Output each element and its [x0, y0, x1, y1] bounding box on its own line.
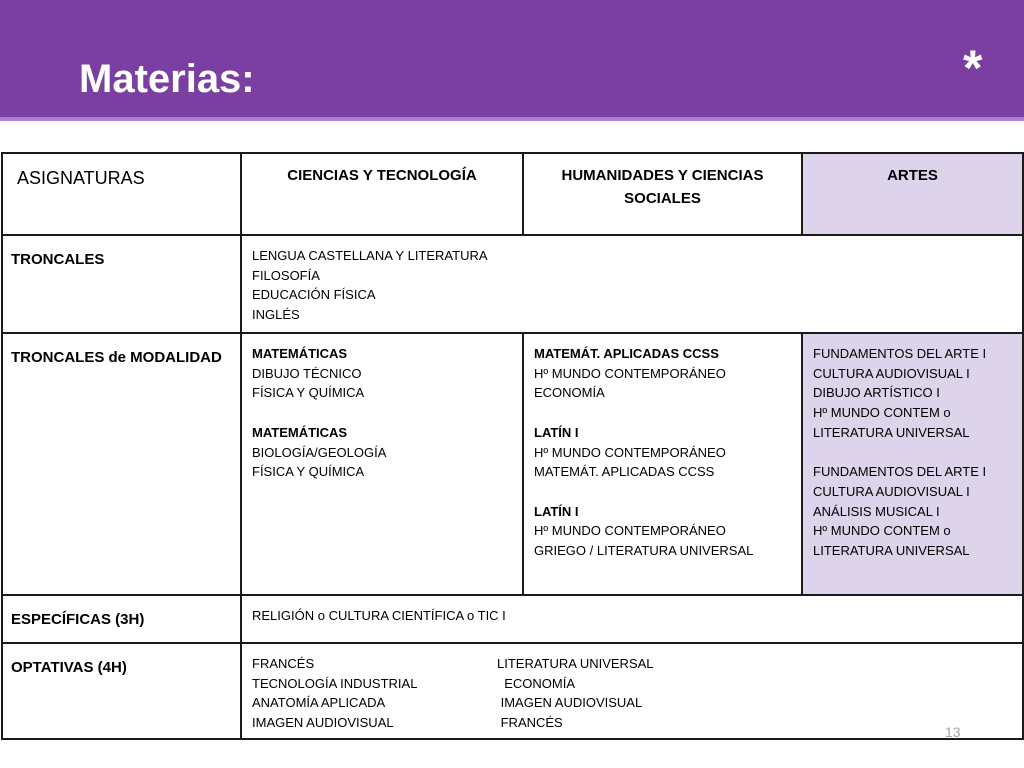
list-item: CULTURA AUDIOVISUAL I	[813, 483, 970, 499]
optativas-list	[241, 643, 1023, 739]
row-label-modalidad: TRONCALES de MODALIDAD	[2, 333, 241, 595]
list-item: FUNDAMENTOS DEL ARTE I	[813, 464, 987, 480]
optativas-column-2	[497, 654, 1022, 733]
list-item: ECONOMÍA	[534, 385, 605, 401]
header-humanidades: HUMANIDADES Y CIENCIAS SOCIALES	[523, 153, 802, 235]
title-bar	[0, 0, 1024, 121]
list-item: LENGUA CASTELLANA Y LITERATURA	[252, 248, 488, 263]
list-item: ANATOMÍA APLICADA	[252, 695, 386, 711]
list-item: Hº MUNDO CONTEM o	[813, 523, 951, 539]
list-item: INGLÉS	[252, 307, 300, 323]
optativas-column-1	[252, 654, 497, 733]
list-item: Hº MUNDO CONTEMPORÁNEO	[534, 365, 726, 381]
list-item: MATEMÁTICAS	[252, 424, 348, 440]
header-asignaturas: ASIGNATURAS	[2, 153, 241, 235]
list-item: IMAGEN AUDIOVISUAL	[497, 695, 643, 711]
subjects-table	[1, 152, 1024, 740]
list-item: FÍSICA Y QUÍMICA	[252, 464, 365, 480]
list-item: FILOSOFÍA	[252, 267, 320, 283]
row-troncales-modalidad	[2, 333, 1023, 595]
troncales-list	[241, 235, 1023, 333]
list-item: FRANCÉS	[497, 715, 563, 731]
list-item: FUNDAMENTOS DEL ARTE I	[813, 346, 987, 361]
modalidad-humanidades-list	[523, 333, 802, 595]
list-gap	[813, 443, 1022, 463]
list-gap	[534, 403, 801, 423]
row-label-optativas: OPTATIVAS (4H)	[2, 643, 241, 739]
page-number: 13	[945, 724, 961, 740]
row-especificas	[2, 595, 1023, 643]
list-item: LITERATURA UNIVERSAL	[497, 656, 654, 671]
list-item: Hº MUNDO CONTEMPORÁNEO	[534, 444, 726, 460]
row-label-troncales: TRONCALES	[2, 235, 241, 333]
row-label-especificas: ESPECÍFICAS (3H)	[2, 595, 241, 643]
list-item: LITERATURA UNIVERSAL	[813, 424, 970, 440]
list-item: GRIEGO / LITERATURA UNIVERSAL	[534, 543, 754, 558]
list-item: LITERATURA UNIVERSAL	[813, 543, 970, 559]
list-item: ECONOMÍA	[497, 675, 576, 691]
list-item: LATÍN I	[534, 424, 579, 440]
modalidad-artes-list	[802, 333, 1023, 595]
header-ciencias-tecnologia: CIENCIAS Y TECNOLOGÍA	[241, 153, 523, 235]
list-item: LATÍN I	[534, 503, 579, 519]
modalidad-ciencias-list	[241, 333, 523, 595]
row-troncales	[2, 235, 1023, 333]
asterisk-symbol: *	[963, 40, 983, 96]
list-item: MATEMÁTICAS	[252, 346, 348, 361]
list-item: Hº MUNDO CONTEM o	[813, 405, 951, 421]
list-item: CULTURA AUDIOVISUAL I	[813, 365, 970, 381]
list-item: DIBUJO ARTÍSTICO I	[813, 385, 940, 401]
header-artes: ARTES	[802, 153, 1023, 235]
list-item: IMAGEN AUDIOVISUAL	[252, 715, 394, 731]
list-item: BIOLOGÍA/GEOLOGÍA	[252, 444, 387, 460]
list-item: Hº MUNDO CONTEMPORÁNEO	[534, 523, 726, 539]
list-item: ANÁLISIS MUSICAL I	[813, 503, 940, 519]
list-item: FÍSICA Y QUÍMICA	[252, 385, 365, 401]
slide-title: Materias:	[79, 57, 255, 101]
list-item: EDUCACIÓN FÍSICA	[252, 287, 376, 303]
list-item: DIBUJO TÉCNICO	[252, 365, 362, 381]
list-gap	[252, 403, 522, 423]
list-item: TECNOLOGÍA INDUSTRIAL	[252, 675, 418, 691]
list-item: MATEMÁT. APLICADAS CCSS	[534, 464, 715, 480]
list-item: FRANCÉS	[252, 656, 315, 671]
list-gap	[534, 482, 801, 502]
list-item: MATEMÁT. APLICADAS CCSS	[534, 346, 719, 361]
especificas-text: RELIGIÓN o CULTURA CIENTÍFICA o TIC I	[241, 595, 1023, 643]
table-header-row	[2, 153, 1023, 235]
row-optativas	[2, 643, 1023, 739]
